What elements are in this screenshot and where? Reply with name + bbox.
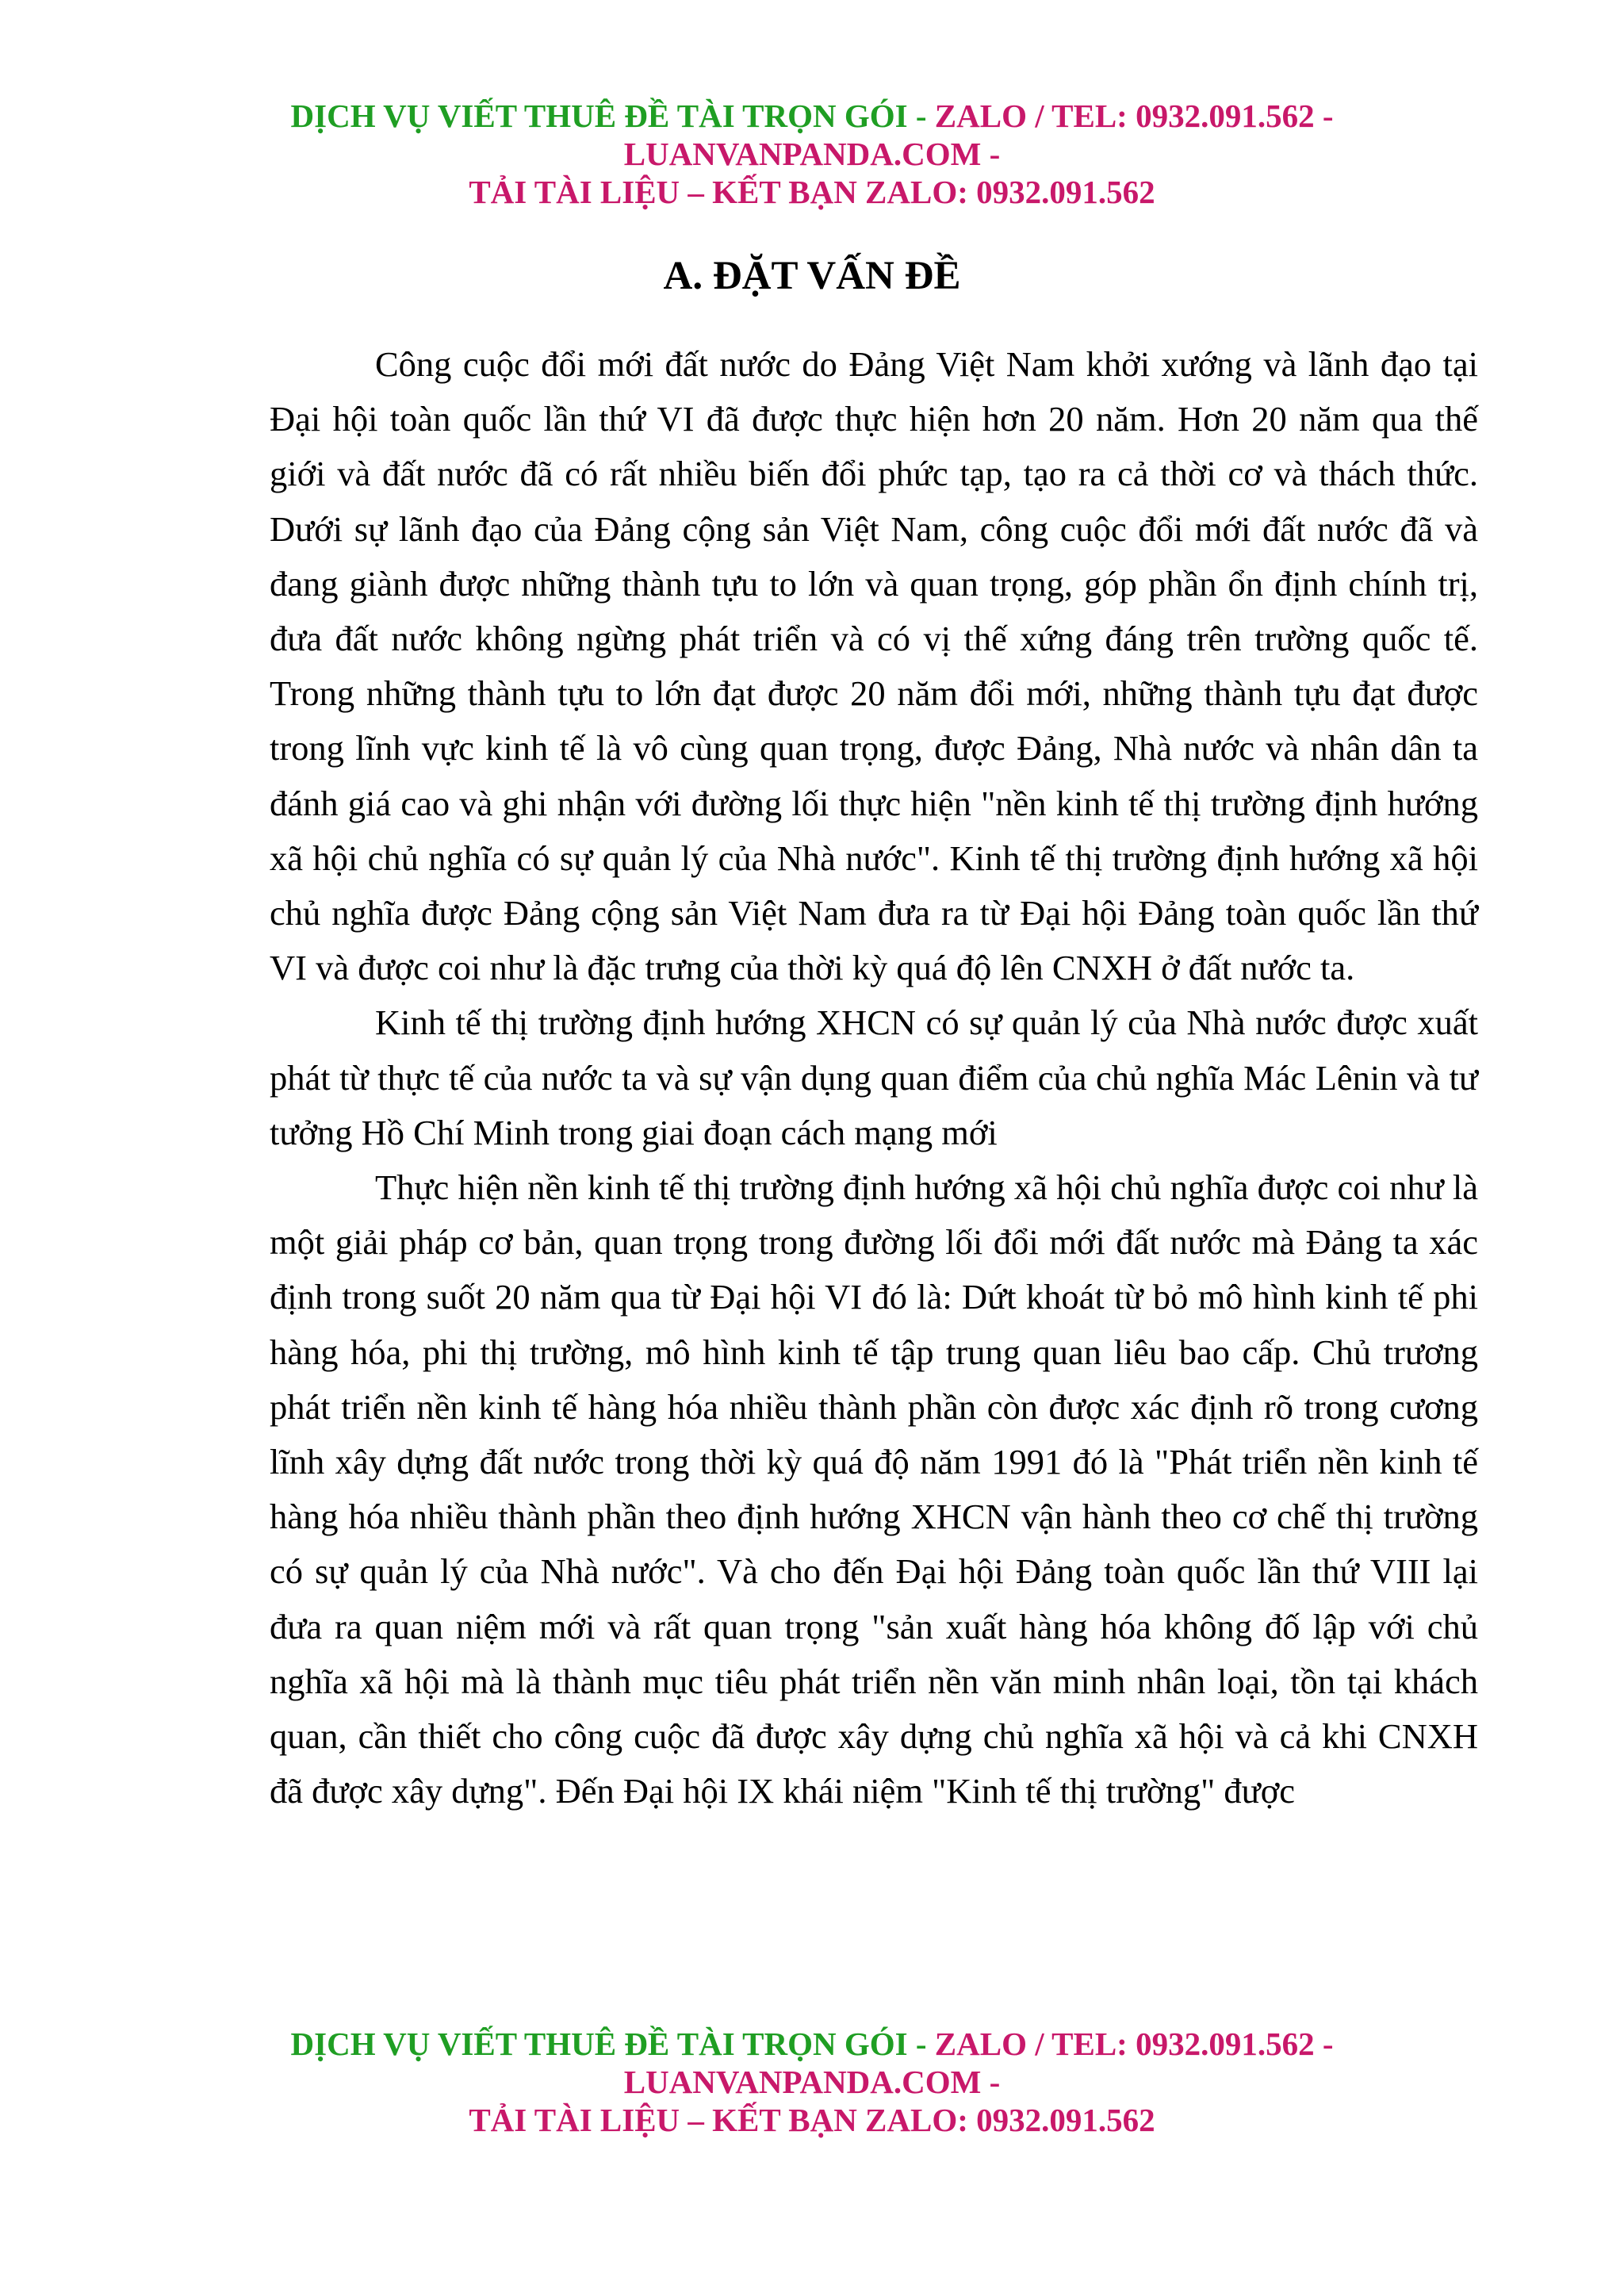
footer-banner [0, 2025, 1624, 2139]
paragraph-3: Thực hiện nền kinh tế thị trường định hướng xã hội chủ nghĩa được coi như là một giải pháp cơ bản, quan trọng trong đường lối đổi mới đất nước mà Đảng ta xác định trong suốt 20 năm qua từ Đại hội VI đó là: Dứt khoát từ bỏ mô hình kinh tế phi hàng hóa, phi thị trường, mô hình kinh tế tập trung quan liêu bao cấp. Chủ trương phát triển nền kinh tế hàng hóa nhiều thành phần còn được xác định rõ trong cương lĩnh xây dựng đất nước trong thời kỳ quá độ năm 1991 đó là "Phát triển nền kinh tế hàng hóa nhiều thành phần theo định hướng XHCN vận hành theo cơ chế thị trường có sự quản lý của Nhà nước". Và cho đến Đại hội Đảng toàn quốc lần thứ VIII lại đưa ra quan niệm mới và rất quan trọng "sản xuất hàng hóa không đố lập với chủ nghĩa xã hội mà là thành mục tiêu phát triển nền văn minh nhân loại, tồn tại khách quan, cần thiết cho công cuộc đã được xây dựng chủ nghĩa xã hội và cả khi CNXH đã được xây dựng". Đến Đại hội IX khái niệm "Kinh tế thị trường" được [270, 1167, 1478, 1811]
footer-banner-line1 [0, 2025, 1624, 2063]
footer-contact-text: ZALO / TEL: 0932.091.562 - [934, 2026, 1334, 2062]
paragraph-2: Kinh tế thị trường định hướng XHCN có sự quản lý của Nhà nước được xuất phát từ thực tế của nước ta và sự vận dụng quan điểm của chủ nghĩa Mác Lênin và tư tưởng Hồ Chí Minh trong giai đoạn cách mạng mới [270, 1002, 1478, 1152]
header-banner-line1 [0, 97, 1624, 135]
paragraph-1: Công cuộc đổi mới đất nước do Đảng Việt Nam khởi xướng và lãnh đạo tại Đại hội toàn quốc lần thứ VI đã được thực hiện hơn 20 năm. Hơn 20 năm qua thế giới và đất nước đã có rất nhiều biến đổi phức tạp, tạo ra cả thời cơ và thách thức. Dưới sự lãnh đạo của Đảng cộng sản Việt Nam, công cuộc đổi mới đất nước đã và đang giành được những thành tựu to lớn và quan trọng, góp phần ổn định chính trị, đưa đất nước không ngừng phát triển và có vị thế xứng đáng trên trường quốc tế. Trong những thành tựu to lớn đạt được 20 năm đổi mới, những thành tựu đạt được trong lĩnh vực kinh tế là vô cùng quan trọng, được Đảng, Nhà nước và nhân dân ta đánh giá cao và ghi nhận với đường lối thực hiện "nền kinh tế thị trường định hướng xã hội chủ nghĩa có sự quản lý của Nhà nước". Kinh tế thị trường định hướng xã hội chủ nghĩa được Đảng cộng sản Việt Nam đưa ra từ Đại hội Đảng toàn quốc lần thứ VI và được coi như là đặc trưng của thời kỳ quá độ lên CNXH ở đất nước ta. [270, 344, 1478, 988]
header-zalo-text: TẢI TÀI LIỆU – KẾT BẠN ZALO: 0932.091.562 [469, 174, 1155, 210]
footer-service-text: DỊCH VỤ VIẾT THUÊ ĐỀ TÀI TRỌN GÓI - [290, 2026, 935, 2062]
document-body [270, 337, 1478, 1819]
header-service-text: DỊCH VỤ VIẾT THUÊ ĐỀ TÀI TRỌN GÓI - [290, 98, 935, 134]
header-contact-text: ZALO / TEL: 0932.091.562 - [934, 98, 1334, 134]
footer-website-text: LUANVANPANDA.COM - [623, 2064, 1001, 2100]
header-website-text: LUANVANPANDA.COM - [623, 136, 1001, 172]
footer-zalo-text: TẢI TÀI LIỆU – KẾT BẠN ZALO: 0932.091.562 [469, 2102, 1155, 2138]
header-banner [0, 97, 1624, 211]
section-title: A. ĐẶT VẤN ĐỀ [663, 254, 961, 298]
